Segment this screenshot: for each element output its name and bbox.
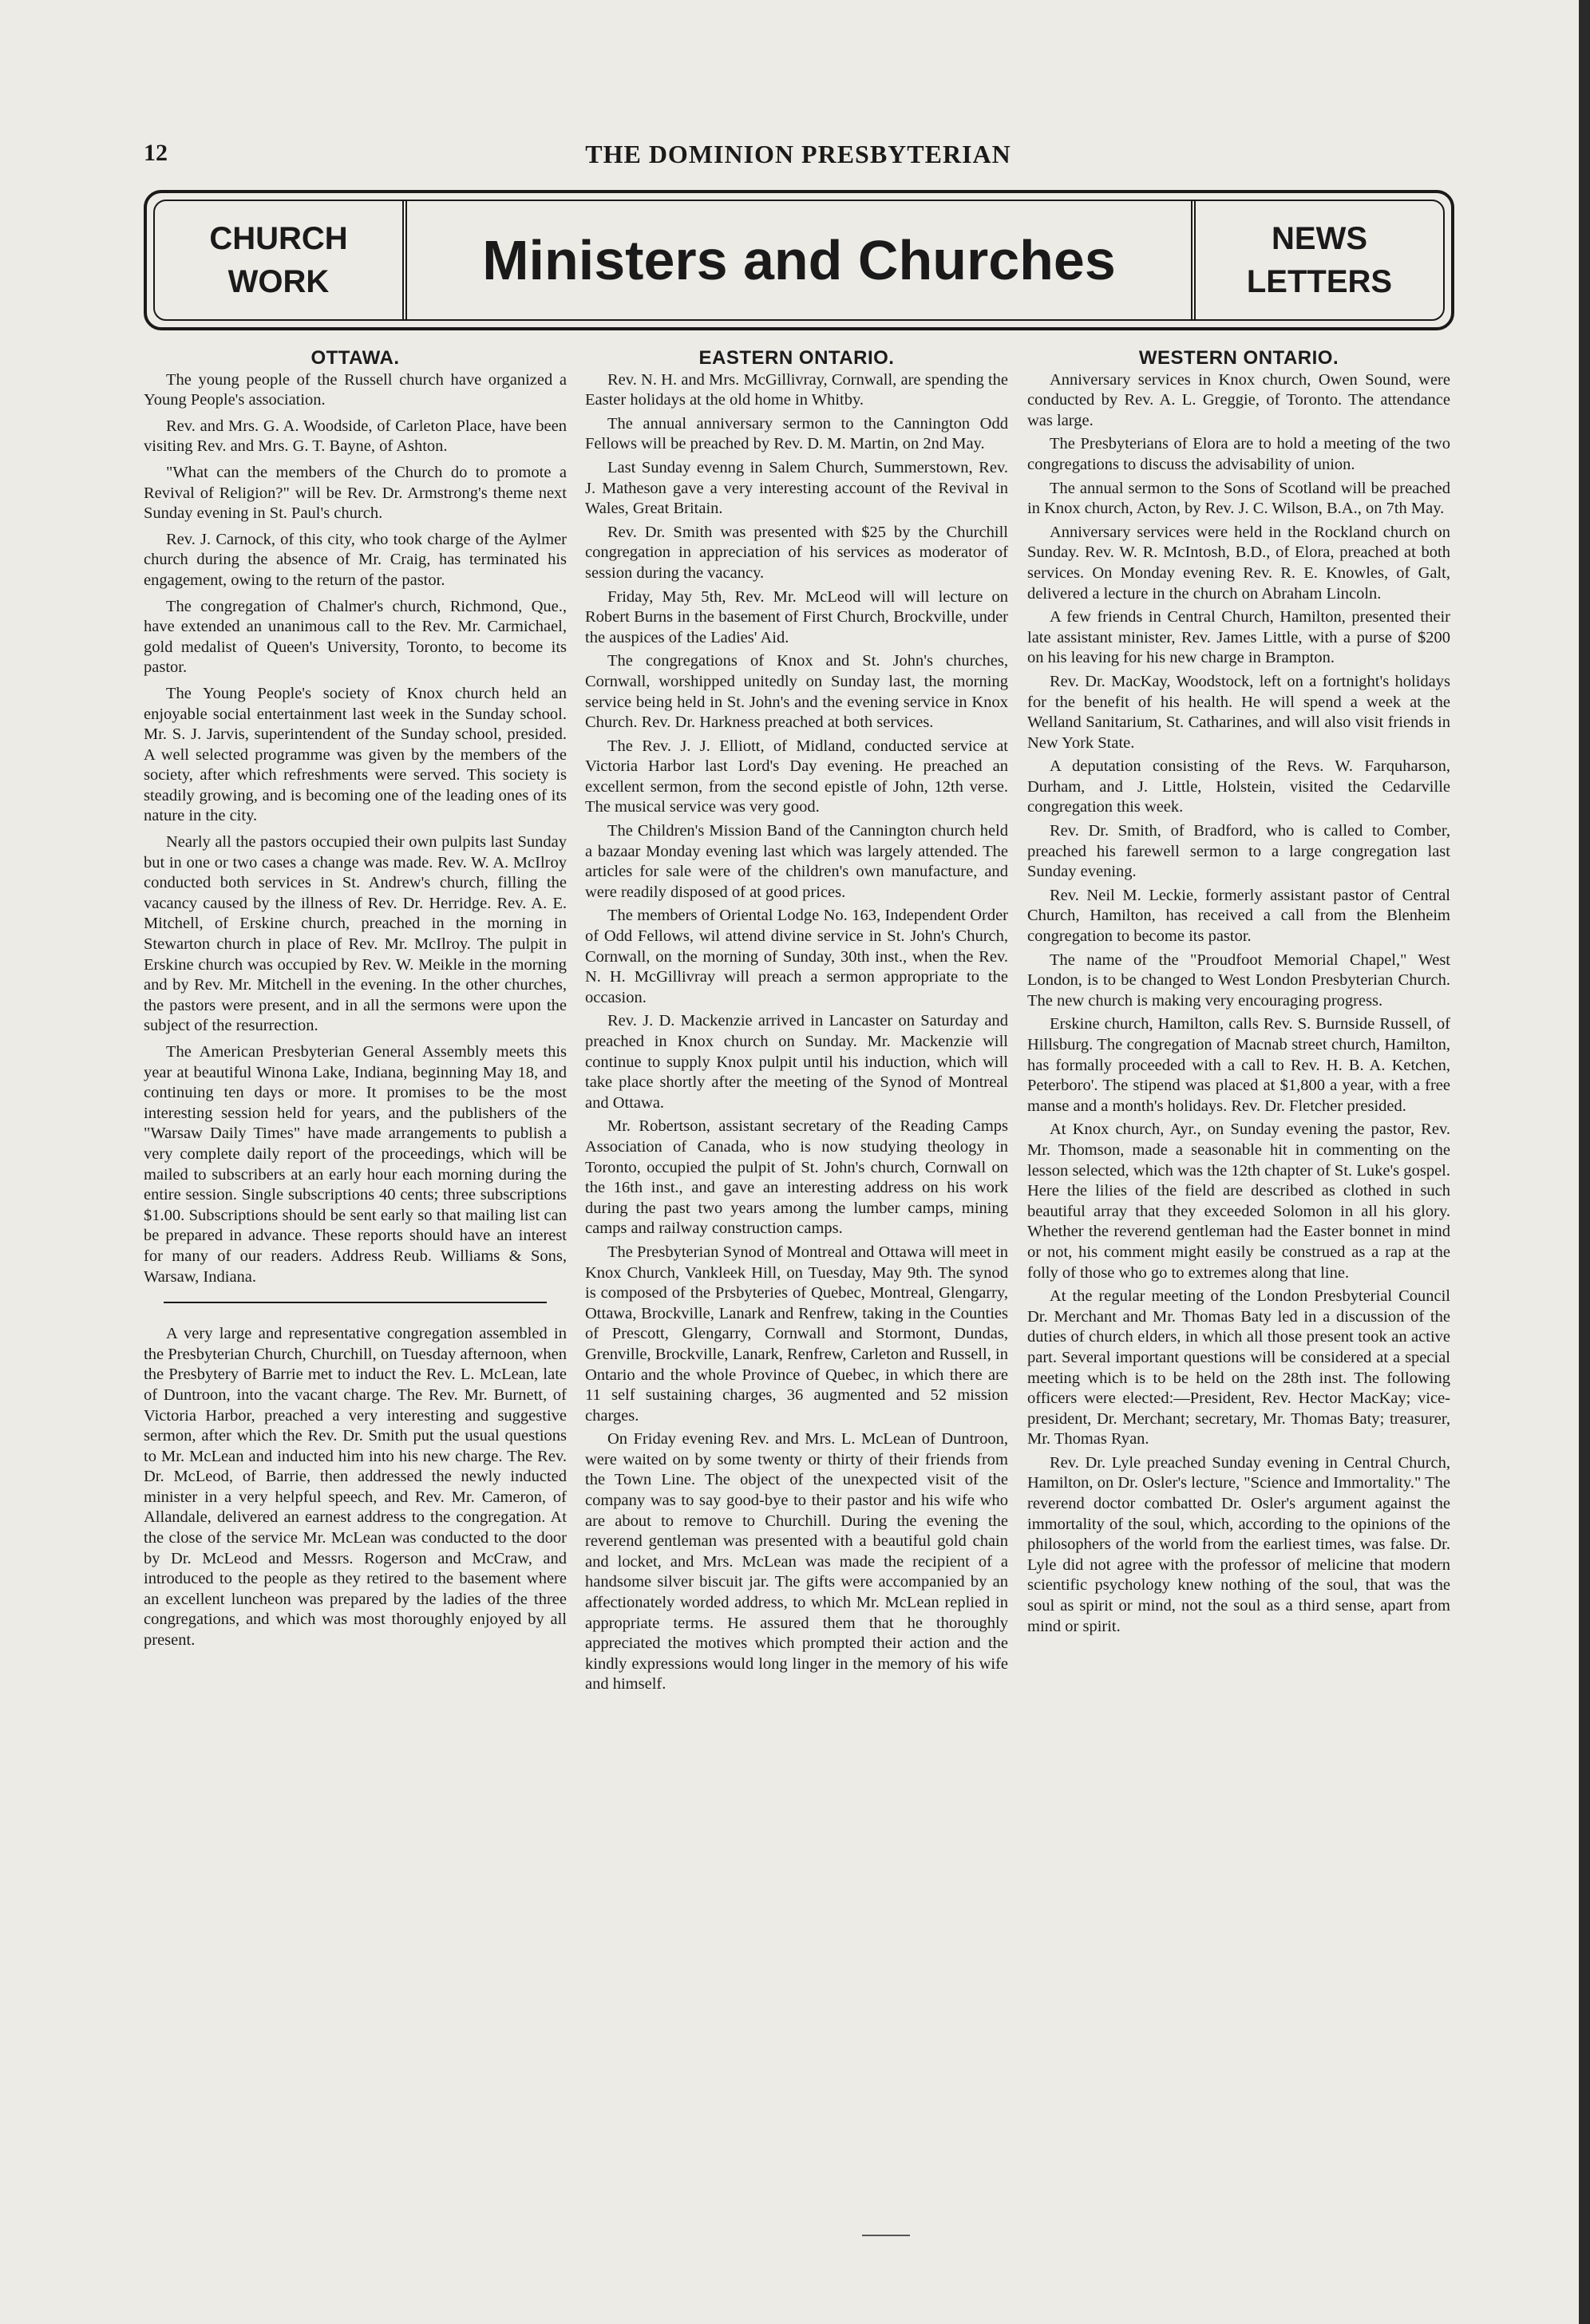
banner-frame bbox=[153, 200, 1445, 321]
paragraph: Rev. Dr. Smith was presented with $25 by the Churchill congregation in appreciation of his services as moderator of session during the vacancy. bbox=[585, 523, 1008, 582]
banner-right-line1: NEWS bbox=[1272, 221, 1367, 256]
paragraph: The American Presbyterian General Assembly meets this year at beautiful Winona Lake, Indiana, beginning May 18, and continuing ten days or more. It promises to be the most interesting session held for years, and the publishers of the "Warsaw Daily Times" have made arrangements to publish a very complete daily report of the proceedings, which will be mailed to subscribers at an early hour each morning during the entire session. Single subscriptions 40 cents; three subscriptions $1.00. Subscriptions should be sent early so that mailing list can be prepared in advance. These reports should have an interest for many of our readers. Address Reub. Williams & Sons, Warsaw, Indiana. bbox=[144, 1043, 567, 1286]
paragraph: The annual sermon to the Sons of Scotland will be preached in Knox church, Acton, by Rev. J. C. Wilson, B.A., on 7th May. bbox=[1027, 479, 1450, 518]
paragraph: Rev. Dr. MacKay, Woodstock, left on a fortnight's holidays for the benefit of his health. He will spend a week at the Welland Sanitarium, St. Catharines, and will also visit friends in New York State. bbox=[1027, 672, 1450, 752]
paragraph: The Presbyterians of Elora are to hold a meeting of the two congregations to discuss the advisability of union. bbox=[1027, 435, 1450, 473]
section-title: Ministers and Churches bbox=[482, 229, 1116, 291]
paragraph: Rev. J. Carnock, of this city, who took charge of the Aylmer church during the absence of Mr. Craig, has terminated his engagement, owing to the return of the pastor. bbox=[144, 530, 567, 589]
end-mark bbox=[862, 2235, 910, 2236]
paragraph: Rev. J. D. Mackenzie arrived in Lancaster on Saturday and preached in Knox church on Sunday. Mr. Mackenzie will continue to supply Knox pulpit until his induction, which will take place shortly after the meeting of the Synod of Montreal and Ottawa. bbox=[585, 1012, 1008, 1112]
banner-left-line1: CHURCH bbox=[209, 221, 348, 256]
paragraph: At the regular meeting of the London Presbyterial Council Dr. Merchant and Mr. Thomas Baty led in a discussion of the duties of church elders, in which all those present took an active part. Several important questions will be considered at a special meeting which is to be held on the 28th inst. The following officers were elected:—President, Rev. Hector MacKay; vice-president, Dr. Merchant; secretary, Mr. Thomas Baty; treasurer, Mr. Thomas Ryan. bbox=[1027, 1287, 1450, 1449]
paragraph: Anniversary services were held in the Rockland church on Sunday. Rev. W. R. McIntosh, B.D., of Elora, preached at both services. On Monday evening Rev. R. E. Knowles, of Galt, delivered a lecture in the church on Abraham Lincoln. bbox=[1027, 523, 1450, 603]
page-number: 12 bbox=[144, 140, 168, 166]
paragraph: The Children's Mission Band of the Cannington church held a bazaar Monday evening last which was largely attended. The articles for sale were of the children's own manufacture, and were readily disposed of at good prices. bbox=[585, 822, 1008, 901]
paragraph: The congregations of Knox and St. John's churches, Cornwall, worshipped unitedly on Sunday last, the morning service being held in St. John's and the evening service in Knox Church. Rev. Dr. Harkness preached at both services. bbox=[585, 652, 1008, 732]
paragraph: On Friday evening Rev. and Mrs. L. McLean of Duntroon, were waited on by some twenty or thirty of their friends from the Town Line. The object of the unexpected visit of the company was to say good-bye to their pastor and his wife who are about to remove to Churchill. During the evening the reverend gentleman was presented with a beautiful gold chain and locket, and Mrs. McLean was made the recipient of a handsome silver biscuit jar. The gifts were accompanied by an affectionately worded address, to which Mr. McLean replied in appropriate terms. He assured them that he thoroughly appreciated the motives which prompted their action and the kindly expressions would long linger in the memory of his wife and himself. bbox=[585, 1430, 1008, 1694]
paragraph: The name of the "Proudfoot Memorial Chapel," West London, is to be changed to West London Presbyterian Church. The new church is making very encouraging progress. bbox=[1027, 951, 1450, 1010]
paragraph: Last Sunday evenng in Salem Church, Summerstown, Rev. J. Matheson gave a very interesting account of the Revival in Wales, Great Britain. bbox=[585, 458, 1008, 518]
column-heading: EASTERN ONTARIO. bbox=[698, 347, 895, 369]
paragraph: "What can the members of the Church do to promote a Revival of Religion?" will be Rev. Dr. Armstrong's theme next Sunday evening in St. Paul's church. bbox=[144, 463, 567, 523]
column-eastern-ontario bbox=[585, 348, 1008, 1698]
paragraph: Nearly all the pastors occupied their own pulpits last Sunday but in one or two cases a change was made. Rev. W. A. McIlroy conducted both services in St. Andrew's church, filling the vacancy caused by the illness of Rev. Dr. Herridge. Rev. A. E. Mitchell, of Erskine church, preached in the morning in Stewarton church in place of Rev. Mr. McIlroy. The pulpit in Erskine church was occupied by Rev. W. Meikle in the morning and by Rev. Mr. Mitchell in the evening. In the other churches, the pastors were present, and in all the sermons were upon the subject of the resurrection. bbox=[144, 833, 567, 1035]
column-heading: OTTAWA. bbox=[310, 347, 400, 369]
column-ottawa bbox=[144, 348, 567, 1657]
paragraph: A very large and representative congregation assembled in the Presbyterian Church, Churchill, on Tuesday afternoon, when the Presbytery of Barrie met to induct the Rev. L. McLean, late of Duntroon, into the vacant charge. The Rev. Mr. Burnett, of Victoria Harbor, preached a very interesting and suggestive sermon, after which the Rev. Dr. Smith put the usual questions to Mr. McLean and inducted him into his new charge. The Rev. Dr. McLeod, of Barrie, then addressed the newly inducted minister in a very helpful speech, and Rev. Mr. Cameron, of Allandale, delivered an earnest address to the congregation. At the close of the service Mr. McLean was conducted to the door by Dr. McLeod and Messrs. Rogerson and McCraw, and introduced to the people as they retired to the basement where an excellent luncheon was prepared by the ladies of the three congregations, and which was most thoroughly enjoyed by all present. bbox=[144, 1325, 567, 1650]
paragraph: Erskine church, Hamilton, calls Rev. S. Burnside Russell, of Hillsburg. The congregation of Macnab street church, Hamilton, has formally proceeded with a call to Rev. H. B. A. Ketchen, Peterboro'. The stipend was placed at $1,800 a year, with a free manse and a month's holidays. Rev. Dr. Fletcher presided. bbox=[1027, 1015, 1450, 1115]
banner-right-box bbox=[1191, 201, 1443, 319]
paragraph: The Rev. J. J. Elliott, of Midland, conducted service at Victoria Harbor last Lord's Day evening. He preached an excellent sermon, from the second epistle of John, 12th verse. The musical service was very good. bbox=[585, 737, 1008, 816]
paragraph: The members of Oriental Lodge No. 163, Independent Order of Odd Fellows, wil attend divine service in St. John's Church, Cornwall, on the morning of Sunday, 30th inst., when the Rev. N. H. McGillivray will preach a sermon appropriate to the occasion. bbox=[585, 907, 1008, 1006]
paragraph: A deputation consisting of the Revs. W. Farquharson, Durham, and J. Little, Holstein, visited the Cedarville congregation this week. bbox=[1027, 757, 1450, 816]
paragraph: The Young People's society of Knox church held an enjoyable social entertainment last week in the Sunday school. Mr. S. J. Jarvis, superintendent of the Sunday school, presided. A well selected programme was given by the members of the society, after which refreshments were served. This society is steadily growing, and is becoming one of the leading ones of its nature in the city. bbox=[144, 684, 567, 825]
paragraph: The young people of the Russell church have organized a Young People's association. bbox=[144, 370, 567, 409]
paragraph: Rev. and Mrs. G. A. Woodside, of Carleton Place, have been visiting Rev. and Mrs. G. T. Bayne, of Ashton. bbox=[144, 417, 567, 456]
column-heading: WESTERN ONTARIO. bbox=[1138, 347, 1339, 369]
paragraph: Rev. Dr. Smith, of Bradford, who is called to Comber, preached his farewell sermon to a large congregation last Sunday evening. bbox=[1027, 822, 1450, 881]
paragraph: Rev. N. H. and Mrs. McGillivray, Cornwall, are spending the Easter holidays at the old home in Whitby. bbox=[585, 370, 1008, 409]
section-banner bbox=[144, 190, 1454, 330]
banner-left-box bbox=[155, 201, 407, 319]
paragraph: A few friends in Central Church, Hamilton, presented their late assistant minister, Rev. James Little, with a purse of $200 on his leaving for his new charge in Brampton. bbox=[1027, 608, 1450, 667]
paragraph: Friday, May 5th, Rev. Mr. McLeod will will lecture on Robert Burns in the basement of First Church, Brockville, under the auspices of the Ladies' Aid. bbox=[585, 587, 1008, 646]
paragraph: Mr. Robertson, assistant secretary of the Reading Camps Association of Canada, who is now studying theology in Toronto, occupied the pulpit of St. John's church, Cornwall on the 16th inst., and gave an interesting address on his work during the past two years among the lumber camps, mining camps and railway construction camps. bbox=[585, 1117, 1008, 1238]
column-western-ontario bbox=[1027, 348, 1450, 1640]
paragraph: Rev. Neil M. Leckie, formerly assistant pastor of Central Church, Hamilton, has received a call from the Blenheim congregation to become its pastor. bbox=[1027, 886, 1450, 946]
scan-edge bbox=[1579, 0, 1590, 2324]
paragraph: The Presbyterian Synod of Montreal and Ottawa will meet in Knox Church, Vankleek Hill, on Tuesday, May 9th. The synod is composed of the Prsbyteries of Quebec, Montreal, Glengarry, Ottawa, Brockville, Lanark and Renfrew, taking in the Counties of Prescott, Glengarry, Cornwall and Stormont, Dundas, Grenville, Brockville, Lanark, Renfrew, Carleton and Russell, in Ontario and the whole Province of Quebec, in which there are 11 self sustaining charges, 36 augmented and 52 mission charges. bbox=[585, 1243, 1008, 1425]
paragraph: The annual anniversary sermon to the Cannington Odd Fellows will be preached by Rev. D. M. Martin, on 2nd May. bbox=[585, 414, 1008, 453]
running-head bbox=[144, 140, 1453, 180]
banner-right-line2: LETTERS bbox=[1246, 264, 1393, 299]
paragraph: Anniversary services in Knox church, Owen Sound, were conducted by Rev. A. L. Greggie, of Toronto. The attendance was large. bbox=[1027, 370, 1450, 429]
paragraph: The congregation of Chalmer's church, Richmond, Que., have extended an unanimous call to the Rev. Mr. Carmichael, gold medalist of Queen's University, Toronto, to become its pastor. bbox=[144, 597, 567, 677]
banner-left-line2: WORK bbox=[227, 264, 330, 299]
publication-title: THE DOMINION PRESBYTERIAN bbox=[585, 140, 1011, 168]
paragraph: At Knox church, Ayr., on Sunday evening the pastor, Rev. Mr. Thomson, made a seasonable hit in commenting on the lesson selected, which was the 12th chapter of St. Luke's gospel. Here the lilies of the field are described as clothed in such beautiful array that they exceeded Solomon in all his glory. Whether the reverend gentleman had the Easter bonnet in mind or not, his comment might easily be construed as a rap at the folly of those who go to extremes along that line. bbox=[1027, 1120, 1450, 1282]
section-divider bbox=[164, 1302, 547, 1303]
paragraph: Rev. Dr. Lyle preached Sunday evening in Central Church, Hamilton, on Dr. Osler's lecture, "Science and Immortality." The reverend doctor combatted Dr. Osler's argument against the immortality of the soul, which, according to the opinions of the philosophers of the world from the earliest times, was false. Dr. Lyle did not agree with the professor of melicine that modern scientific psychology knew nothing of the soul, that was the soul as spirit or mind, not the soul as a third sense, apart from mind or spirit. bbox=[1027, 1453, 1450, 1635]
